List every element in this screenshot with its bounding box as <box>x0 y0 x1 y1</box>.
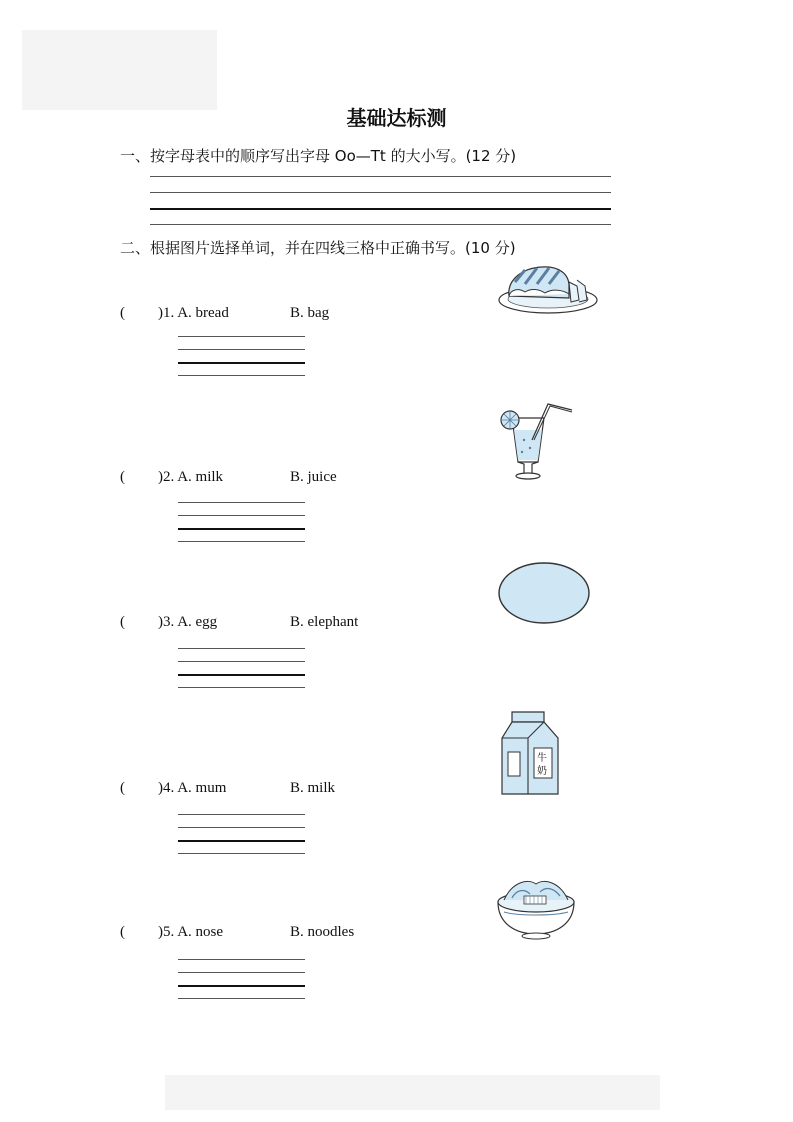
carton-label-2: 奶 <box>537 766 547 777</box>
option-b: B. juice <box>290 469 337 485</box>
four-line-grid-q2[interactable] <box>178 502 305 542</box>
faded-footer-mark <box>165 1075 660 1110</box>
milk-carton-icon <box>498 708 562 796</box>
question-number: )4. A. mum <box>158 780 227 796</box>
question-1 <box>120 305 420 325</box>
section-1-instruction: 一、按字母表中的顺序写出字母 Oo—Tt 的大小写。(12 分) <box>120 147 517 165</box>
page-title: 基础达标测 <box>346 106 447 130</box>
grid-line <box>150 224 611 225</box>
juice-icon <box>496 398 578 482</box>
answer-paren-open[interactable]: ( <box>120 305 125 321</box>
answer-paren-open[interactable]: ( <box>120 614 125 630</box>
answer-paren-open[interactable]: ( <box>120 924 125 940</box>
question-2 <box>120 469 420 489</box>
four-line-grid-q3[interactable] <box>178 648 305 688</box>
option-b: B. milk <box>290 780 336 796</box>
question-4 <box>120 780 420 800</box>
option-b: B. elephant <box>290 614 359 630</box>
section-2-instruction: 二、根据图片选择单词，并在四线三格中正确书写。(10 分) <box>120 239 516 257</box>
option-b: B. noodles <box>290 924 355 940</box>
question-3 <box>120 614 420 634</box>
question-number: )2. A. milk <box>158 469 224 485</box>
faded-header-mark <box>22 30 217 110</box>
four-line-grid-q1[interactable] <box>178 336 305 376</box>
grid-line <box>150 208 611 210</box>
four-line-grid-q5[interactable] <box>178 959 305 999</box>
question-number: )1. A. bread <box>158 305 229 321</box>
grid-line <box>150 192 611 193</box>
answer-paren-open[interactable]: ( <box>120 780 125 796</box>
egg-icon <box>496 560 592 626</box>
bread-icon <box>497 262 599 316</box>
question-number: )5. A. nose <box>158 924 224 940</box>
option-b: B. bag <box>290 305 330 321</box>
carton-label-1: 牛 <box>537 753 547 764</box>
noodles-icon <box>494 872 578 940</box>
grid-line <box>150 176 611 177</box>
four-line-grid-q4[interactable] <box>178 814 305 854</box>
question-5 <box>120 924 420 944</box>
answer-paren-open[interactable]: ( <box>120 469 125 485</box>
question-number: )3. A. egg <box>158 614 218 630</box>
